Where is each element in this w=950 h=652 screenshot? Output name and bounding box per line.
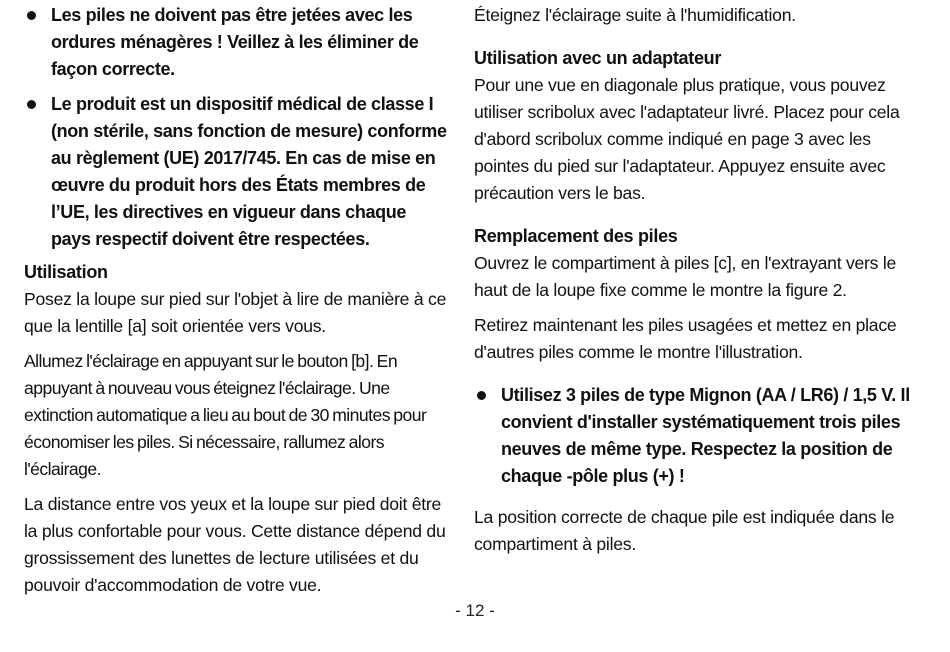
battery-bullet-list — [474, 382, 926, 490]
bullet-text: Le produit est un dispositif médical de classe I (non stérile, sans fonction de mesure) conforme au règlement (UE) 2017/745. En cas de mise en œuvre du produit hors des États membres de l’UE, les directives en vigueur dans chaque pays respectif doivent être respectées. — [51, 94, 447, 249]
bullet-dot-icon — [27, 100, 36, 109]
bullet-battery-type — [474, 382, 926, 490]
section-heading-battery-replacement: Remplacement des piles — [474, 226, 678, 246]
paragraph-lighting: Allumez l'éclairage en appuyant sur le bouton [b]. En appuyant à nouveau vous éteignez l'éclairage. Une extinction automatique a lieu au bout de 30 minutes pour économiser les piles. Si nécessaire, rallumez alors l'éclairage. — [24, 351, 427, 479]
page-number: - 12 - — [455, 601, 495, 620]
section-heading-utilisation: Utilisation — [24, 262, 108, 282]
bullet-dot-icon — [477, 391, 486, 400]
paragraph-switch-off: Éteignez l'éclairage suite à l'humidification. — [474, 5, 796, 25]
right-column — [474, 0, 926, 558]
bullet-text: Les piles ne doivent pas être jetées avec les ordures ménagères ! Veillez à les éliminer de façon correcte. — [51, 5, 419, 79]
safety-bullet-list — [24, 2, 448, 253]
bullet-battery-disposal — [24, 2, 448, 83]
paragraph-distance: La distance entre vos yeux et la loupe sur pied doit être la plus confortable pour vous. Cette distance dépend du grossissement des lunettes de lecture utilisées et du pouvoir d'accommodation de votre vue. — [24, 494, 446, 595]
paragraph-placement: Posez la loupe sur pied sur l'objet à lire de manière à ce que la lentille [a] soit orientée vers vous. — [24, 289, 447, 336]
bullet-text: Utilisez 3 piles de type Mignon (AA / LR6) / 1,5 V. Il convient d'installer systématiquement trois piles neuves de même type. Respectez la position de chaque -pôle plus (+) ! — [501, 385, 910, 486]
bullet-medical-device — [24, 91, 448, 253]
paragraph-open-compartment: Ouvrez le compartiment à piles [c], en l'extrayant vers le haut de la loupe fixe comme le montre la figure 2. — [474, 253, 897, 300]
section-heading-adapter: Utilisation avec un adaptateur — [474, 48, 722, 68]
left-column — [24, 0, 448, 599]
paragraph-replace-batteries: Retirez maintenant les piles usagées et mettez en place d'autres piles comme le montre l'illustration. — [474, 315, 897, 362]
bullet-dot-icon — [27, 11, 36, 20]
paragraph-adapter: Pour une vue en diagonale plus pratique, vous pouvez utiliser scribolux avec l'adaptateur livré. Placez pour cela d'abord scribolux comme indiqué en page 3 avec les pointes du pied sur l'adaptateur. Appuyez ensuite avec précaution vers le bas. — [474, 75, 900, 203]
paragraph-battery-position: La position correcte de chaque pile est indiquée dans le compartiment à piles. — [474, 507, 895, 554]
